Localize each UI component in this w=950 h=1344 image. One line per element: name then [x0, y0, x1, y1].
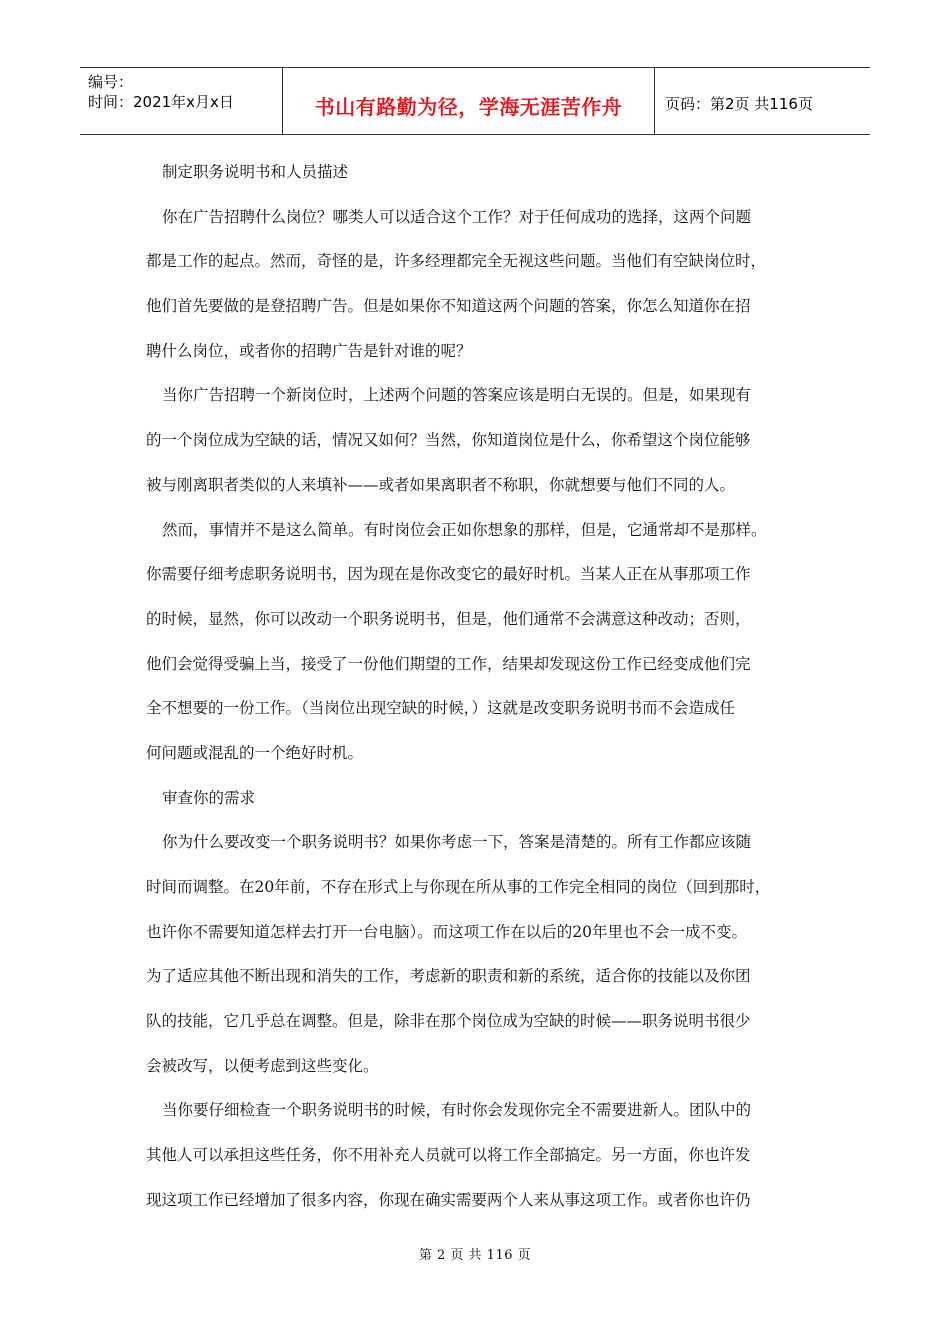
body-text-line: 当你要仔细检查一个职务说明书的时候，有时你会发现你完全不需要进新人。团队中的: [162, 1101, 752, 1120]
body-text-line: 会被改写，以便考虑到这些变化。: [146, 1056, 379, 1075]
body-text-line: 时间而调整。在20年前，不存在形式上与你现在所从事的工作完全相同的岗位（回到那时，: [146, 878, 771, 896]
document-header: [80, 67, 870, 135]
body-text-line: 然而，事情并不是这么简单。有时岗位会正如你想象的那样，但是，它通常却不是那样。: [162, 520, 767, 539]
document-body: [146, 150, 816, 1223]
body-text-line: 被与刚离职者类似的人来填补——或者如果离职者不称职，你就想要与他们不同的人。: [146, 475, 736, 494]
body-text-line: 也许你不需要知道怎样去打开一台电脑）。而这项工作在以后的20年里也不会一成不变。: [146, 922, 747, 941]
footer-page-number: 第 2 页 共 116 页: [418, 1248, 532, 1263]
body-text-line: 你为什么要改变一个职务说明书？如果你考虑一下，答案是清楚的。所有工作都应该随: [162, 833, 752, 852]
body-text-line: 聘什么岗位，或者你的招聘广告是针对谁的呢？: [146, 341, 472, 360]
body-text-line: 的时候，显然，你可以改动一个职务说明书，但是，他们通常不会满意这种改动；否则，: [146, 609, 751, 628]
body-text-line: 他们首先要做的是登招聘广告。但是如果你不知道这两个问题的答案，你怎么知道你在招: [146, 297, 751, 316]
serial-number-label: 编号：: [88, 73, 134, 91]
body-text-line: 其他人可以承担这些任务，你不用补充人员就可以将工作全部搞定。另一方面，你也许发: [146, 1146, 751, 1165]
body-text-line: 你需要仔细考虑职务说明书，因为现在是你改变它的最好时机。当某人正在从事那项工作: [146, 565, 751, 584]
body-text-line: 队的技能，它几乎总在调整。但是，除非在那个岗位成为空缺的时候——职务说明书很少: [146, 1012, 751, 1031]
header-page-cell: [655, 68, 870, 134]
page-footer: [0, 1244, 950, 1263]
body-text-line: 何问题或混乱的一个绝好时机。: [146, 743, 364, 762]
header-motto-cell: [283, 68, 655, 134]
body-text-line: 审查你的需求: [162, 788, 256, 807]
body-text-line: 当你广告招聘一个新岗位时，上述两个问题的答案应该是明白无误的。但是，如果现有: [162, 386, 752, 405]
body-text-line: 为了适应其他不断出现和消失的工作，考虑新的职责和新的系统，适合你的技能以及你团: [146, 967, 751, 986]
body-text-line: 他们会觉得受骗上当，接受了一份他们期望的工作，结果却发现这份工作已经变成他们完: [146, 654, 751, 673]
body-text-line: 现这项工作已经增加了很多内容，你现在确实需要两个人来从事这项工作。或者你也许仍: [146, 1190, 751, 1209]
header-page-info: 页码：第2页 共116页: [665, 94, 813, 113]
header-meta-cell: [80, 68, 283, 134]
body-text-line: 全不想要的一份工作。（当岗位出现空缺的时候，）这就是改变职务说明书而不会造成任: [146, 699, 736, 718]
motto-text: 书山有路勤为径，学海无涯苦作舟: [314, 94, 623, 119]
date-label: 时间：2021年x月x日: [88, 93, 234, 111]
body-text-line: 的一个岗位成为空缺的话，情况又如何？当然，你知道岗位是什么，你希望这个岗位能够: [146, 431, 751, 450]
body-text-line: 都是工作的起点。然而，奇怪的是，许多经理都完全无视这些问题。当他们有空缺岗位时，: [146, 252, 767, 271]
body-text-line: 你在广告招聘什么岗位？哪类人可以适合这个工作？对于任何成功的选择，这两个问题: [162, 207, 752, 226]
body-text-line: 制定职务说明书和人员描述: [162, 163, 349, 181]
